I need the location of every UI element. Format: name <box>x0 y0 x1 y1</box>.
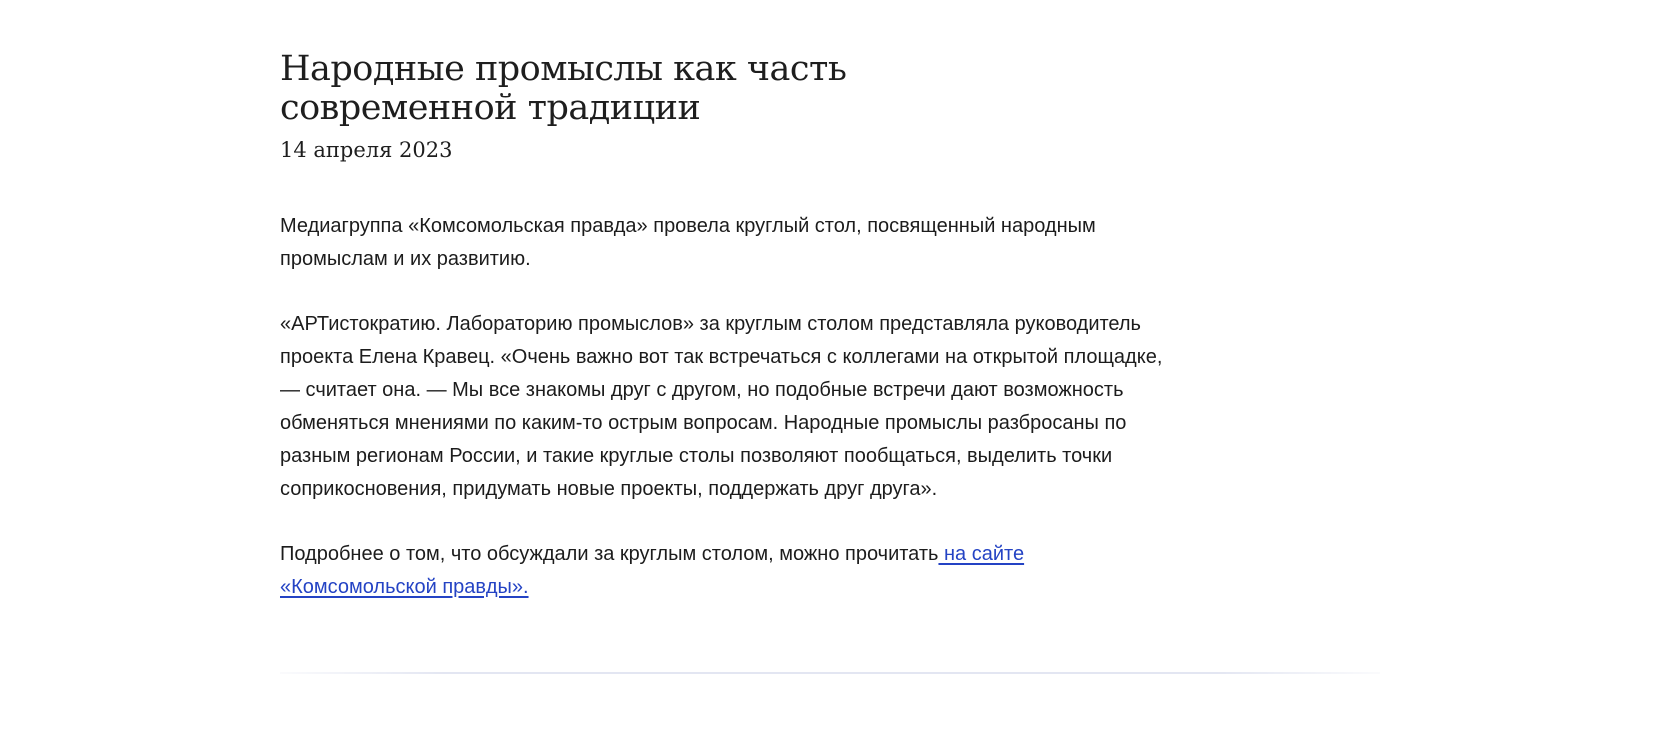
paragraph-quote: «АРТистократию. Лабораторию промыслов» за круглым столом представляла руководитель проекта Елена Кравец. «Очень важно вот так встречаться с коллегами на открытой площадке, — считает она. — Мы все знакомы друг с другом, но подобные встречи дают возможность обменяться мнениями по каким-то острым вопросам. Народные промыслы разбросаны по разным регионам России, и такие круглые столы позволяют пообщаться, выделить точки соприкосновения, придумать новые проекты, поддержать друг друга». <box>280 313 1163 500</box>
article-title: Народные промыслы как часть современной традиции <box>280 49 847 128</box>
paragraph-more-text: Подробнее о том, что обсуждали за круглым столом, можно прочитать <box>280 543 939 565</box>
paragraph-intro: Медиагруппа «Комсомольская правда» провела круглый стол, посвященный народным промыслам и их развитию. <box>280 215 1096 270</box>
article-body <box>280 210 1180 604</box>
section-divider <box>280 672 1380 674</box>
article <box>280 50 1180 636</box>
kp-site-link[interactable]: на сайте «Комсомольской правды». <box>280 543 1025 598</box>
article-date: 14 апреля 2023 <box>280 138 453 162</box>
paragraph-more <box>280 538 1060 604</box>
